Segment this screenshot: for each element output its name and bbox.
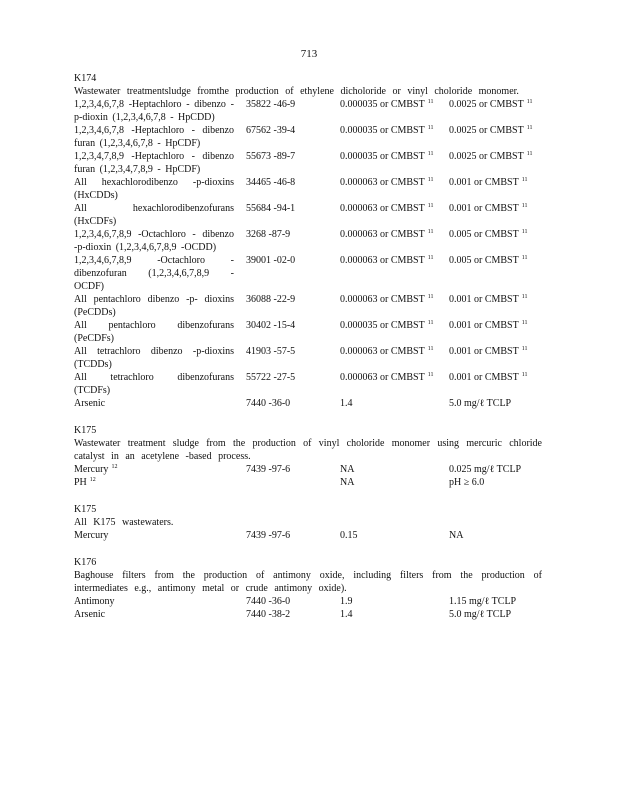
nonwastewater-standard: 0.001 or CMBST $^{11}$ bbox=[449, 294, 528, 305]
cas-number: 41903 -57-5 bbox=[246, 346, 296, 357]
wastewater-standard: NA bbox=[340, 477, 355, 488]
nonwastewater-standard: 1.15 mg/ℓ TCLP bbox=[449, 596, 517, 607]
waste-code: K174 bbox=[74, 73, 97, 84]
constituent-name: Arsenic bbox=[74, 398, 106, 409]
nonwastewater-standard: 0.001 or CMBST $^{11}$ bbox=[449, 372, 528, 383]
table-row bbox=[74, 371, 542, 397]
waste-section bbox=[74, 72, 542, 410]
wastewater-standard: 0.000035 or CMBST $^{11}$ bbox=[340, 151, 434, 162]
waste-code: K176 bbox=[74, 557, 97, 568]
table-row bbox=[74, 345, 542, 371]
table-row bbox=[74, 293, 542, 319]
wastewater-standard: 0.000063 or CMBST $^{11}$ bbox=[340, 294, 434, 305]
cas-number: 7439 -97-6 bbox=[246, 464, 291, 475]
constituent-name: All pentachloro dibenzofurans (PeCDFs) bbox=[74, 320, 234, 344]
table-row bbox=[74, 463, 542, 476]
waste-section bbox=[74, 503, 542, 542]
cas-number: 55673 -89-7 bbox=[246, 151, 296, 162]
wastewater-standard: 0.000063 or CMBST $^{11}$ bbox=[340, 177, 434, 188]
constituent-name: Mercury bbox=[74, 530, 109, 541]
constituent-name: All pentachloro dibenzo -p- dioxins (PeCDDs) bbox=[74, 294, 234, 318]
constituent-name: 1,2,3,4,6,7,8 -Heptachloro - dibenzo furan (1,2,3,4,6,7,8 - HpCDF) bbox=[74, 125, 234, 149]
nonwastewater-standard: 0.005 or CMBST $^{11}$ bbox=[449, 229, 528, 240]
cas-number: 55722 -27-5 bbox=[246, 372, 296, 383]
waste-section bbox=[74, 424, 542, 489]
wastewater-standard: 0.000063 or CMBST $^{11}$ bbox=[340, 255, 434, 266]
table-row bbox=[74, 608, 542, 621]
cas-number: 39001 -02-0 bbox=[246, 255, 296, 266]
table-row bbox=[74, 529, 542, 542]
waste-description: All K175 wastewaters. bbox=[74, 517, 174, 528]
constituent-name: PH $^{12}$ bbox=[74, 477, 96, 488]
waste-description: Wastewater treatment sludge from the production of vinyl choloride monomer using mercuric chloride catalyst in an acetylene -based process. bbox=[74, 438, 542, 462]
table-row bbox=[74, 202, 542, 228]
cas-number: 35822 -46-9 bbox=[246, 99, 296, 110]
nonwastewater-standard: 0.025 mg/ℓ TCLP bbox=[449, 464, 522, 475]
constituent-name: Mercury $^{12}$ bbox=[74, 464, 118, 475]
constituent-name: 1,2,3,4,6,7,8,9 -Octachloro - dibenzofuran (1,2,3,4,6,7,8,9 - OCDF) bbox=[74, 255, 234, 292]
constituent-name: 1,2,3,4,6,7,8 -Heptachloro - dibenzo -p-dioxin (1,2,3,4,6,7,8 - HpCDD) bbox=[74, 99, 234, 123]
constituent-name: 1,2,3,4,7,8,9 -Heptachloro - dibenzo furan (1,2,3,4,7,8,9 - HpCDF) bbox=[74, 151, 234, 175]
nonwastewater-standard: 5.0 mg/ℓ TCLP bbox=[449, 398, 512, 409]
cas-number: 55684 -94-1 bbox=[246, 203, 296, 214]
cas-number: 36088 -22-9 bbox=[246, 294, 296, 305]
nonwastewater-standard: 0.001 or CMBST $^{11}$ bbox=[449, 203, 528, 214]
wastewater-standard: 1.4 bbox=[340, 609, 353, 620]
table-row bbox=[74, 124, 542, 150]
waste-section bbox=[74, 556, 542, 621]
wastewater-standard: 0.000063 or CMBST $^{11}$ bbox=[340, 203, 434, 214]
table-row bbox=[74, 397, 542, 410]
waste-description: Baghouse filters from the production of antimony oxide, including filters from the production of intermediates e.g., antimony metal or crude antimony oxide). bbox=[74, 570, 542, 594]
waste-description: Wastewater treatmentsludge fromthe production of ethylene dicholoride or vinyl choloride monomer. bbox=[74, 86, 519, 97]
nonwastewater-standard: pH ≥ 6.0 bbox=[449, 477, 485, 488]
constituent-name: All hexachlorodibenzo -p-dioxins (HxCDDs) bbox=[74, 177, 234, 201]
wastewater-standard: 1.9 bbox=[340, 596, 353, 607]
nonwastewater-standard: 5.0 mg/ℓ TCLP bbox=[449, 609, 512, 620]
cas-number: 7439 -97-6 bbox=[246, 530, 291, 541]
wastewater-standard: 0.000063 or CMBST $^{11}$ bbox=[340, 372, 434, 383]
wastewater-standard: 0.000063 or CMBST $^{11}$ bbox=[340, 229, 434, 240]
wastewater-standard: 0.000035 or CMBST $^{11}$ bbox=[340, 125, 434, 136]
wastewater-standard: 1.4 bbox=[340, 398, 353, 409]
wastewater-standard: 0.000035 or CMBST $^{11}$ bbox=[340, 320, 434, 331]
constituent-name: All tetrachloro dibenzo -p-dioxins (TCDDs) bbox=[74, 346, 234, 370]
waste-code: K175 bbox=[74, 425, 97, 436]
cas-number: 67562 -39-4 bbox=[246, 125, 296, 136]
waste-code: K175 bbox=[74, 504, 97, 515]
cas-number: 3268 -87-9 bbox=[246, 229, 291, 240]
cas-number: 7440 -36-0 bbox=[246, 596, 291, 607]
cas-number: 34465 -46-8 bbox=[246, 177, 296, 188]
nonwastewater-standard: 0.001 or CMBST $^{11}$ bbox=[449, 320, 528, 331]
table-row bbox=[74, 319, 542, 345]
nonwastewater-standard: 0.001 or CMBST $^{11}$ bbox=[449, 346, 528, 357]
table-row bbox=[74, 150, 542, 176]
nonwastewater-standard: 0.001 or CMBST $^{11}$ bbox=[449, 177, 528, 188]
constituent-name: 1,2,3,4,6,7,8,9 -Octachloro - dibenzo -p-dioxin (1,2,3,4,6,7,8,9 -OCDD) bbox=[74, 229, 234, 253]
constituent-name: Antimony bbox=[74, 596, 115, 607]
table-row bbox=[74, 254, 542, 293]
nonwastewater-standard: 0.0025 or CMBST $^{11}$ bbox=[449, 151, 533, 162]
nonwastewater-standard: NA bbox=[449, 530, 464, 541]
wastewater-standard: 0.000035 or CMBST $^{11}$ bbox=[340, 99, 434, 110]
wastewater-standard: 0.15 bbox=[340, 530, 358, 541]
nonwastewater-standard: 0.0025 or CMBST $^{11}$ bbox=[449, 99, 533, 110]
nonwastewater-standard: 0.005 or CMBST $^{11}$ bbox=[449, 255, 528, 266]
table-row bbox=[74, 98, 542, 124]
cas-number: 7440 -38-2 bbox=[246, 609, 291, 620]
wastewater-standard: 0.000063 or CMBST $^{11}$ bbox=[340, 346, 434, 357]
constituent-name: All tetrachloro dibenzofurans (TCDFs) bbox=[74, 372, 234, 396]
constituent-name: All hexachlorodibenzofurans (HxCDFs) bbox=[74, 203, 234, 227]
table-row bbox=[74, 176, 542, 202]
document-body bbox=[74, 72, 542, 635]
constituent-name: Arsenic bbox=[74, 609, 106, 620]
cas-number: 7440 -36-0 bbox=[246, 398, 291, 409]
wastewater-standard: NA bbox=[340, 464, 355, 475]
nonwastewater-standard: 0.0025 or CMBST $^{11}$ bbox=[449, 125, 533, 136]
cas-number: 30402 -15-4 bbox=[246, 320, 296, 331]
table-row bbox=[74, 595, 542, 608]
table-row bbox=[74, 476, 542, 489]
page-number: 713 bbox=[300, 48, 318, 60]
table-row bbox=[74, 228, 542, 254]
